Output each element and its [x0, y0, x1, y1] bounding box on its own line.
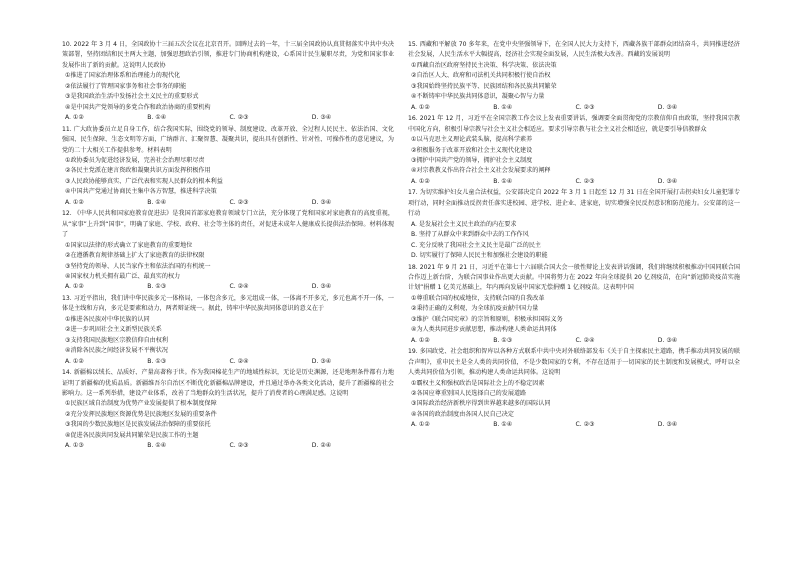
question-stem: 12. 《中华人民共和国家庭教育促进法》是我国首部家庭教育领域专门立法，充分体现了党和国家对家庭教育的高度重视，从“家事”上升到“国事”，明确了家庭、学校、政府、社会等主体的责任，对促进未成年人健康成长提供法治保障。材料体现了: [62, 210, 394, 239]
option-item: ②积极服务于改革开放和社会主义现代化建设: [411, 146, 533, 154]
option-item: ④中国共产党通过协商民主集中各方智慧，推进科学决策: [65, 188, 217, 196]
option-item: ④各国的政治制度由各国人民自己决定: [411, 410, 514, 418]
answer-choices: [62, 357, 394, 367]
answer-choice: A. ①②: [411, 421, 430, 429]
answer-choice: C. ②④: [229, 283, 249, 291]
option-item: ④对宗教教义作出符合社会主义社会发展要求的阐释: [411, 167, 551, 175]
question-block: [62, 368, 394, 452]
option-item: ③我国的少数民族地区是民族发展法治保障的重要依托: [65, 421, 211, 429]
option-item: ③支持我国民族地区宗教信仰自由权利: [65, 336, 168, 344]
answer-choice: B. ①④: [493, 421, 513, 429]
answer-choice: D. ③④: [311, 357, 332, 365]
question-block: [408, 263, 740, 347]
answer-choices: [62, 198, 394, 208]
question-stem: 14. 新疆棉以绒长、品质好、产量高著称于世。作为我国棉花生产的地域性标识，无论是历史渊源，还是地理条件都有力地证明了新疆棉的优质品质。新疆维吾尔自治区不断优化新疆棉品牌建设，并且通过举办各类文化活动，提升了新疆棉的社会影响力。这一系列举措，建设产业体系，改善了当地群众的生活状况，提升了消费者的心理满足感。这说明: [62, 369, 394, 397]
question-block: [408, 188, 740, 261]
option-item: ①推进各民族对中华民族的认同: [65, 315, 150, 323]
answer-choice: D. ③④: [311, 283, 332, 291]
option-item: ③国际政治经济新秩序得到世界越来越多的国际认同: [411, 400, 551, 408]
question-stem: 18. 2021 年 9 月 21 日，习近平在第七十六届联合国大会一般性辩论上发表讲话强调，我们将继续积极推动中国同联合国合作迈上新台阶，为联合国事业作出更大贡献。中国将努力在 2022 年向全球提供 20 亿剂疫苗，在向“新冠肺炎疫苗实施计划”捐赠 1 亿美元基础上，年内再向发展中国家无偿捐赠 1 亿剂疫苗。这表明中国: [408, 263, 740, 292]
option-item: ③是我国政治生活中发扬社会主义民主的重要形式: [65, 93, 199, 101]
option-item: ①以马克思主义理论武装头脑，提高科学素养: [411, 136, 533, 144]
question-stem: 13. 习近平指出，我们讲中华民族多元一体格局，一体包含多元，多元组成一体，一体离不开多元，多元也离不开一体，一体是主线和方向，多元是要素和动力，两者辩证统一。据此，铸牢中华民族共同体意识的意义在于: [62, 294, 394, 313]
option-item: ④国家权力机关拥有最广泛、最真实的权力: [65, 272, 181, 280]
answer-choice: C. ②③: [229, 114, 249, 122]
answer-choice: D. ③④: [657, 336, 678, 344]
option-item: ①尊重联合国的权威地位，支持联合国的自我改革: [411, 294, 545, 302]
option-item: ③我国始终坚持民族平等、民族团结和各民族共同繁荣: [411, 82, 557, 90]
answer-choice: D. ②④: [311, 442, 332, 450]
question-block: [408, 347, 740, 431]
answer-choice: B. ①④: [147, 114, 167, 122]
option-item: ②充分发挥民族地区资源优势是民族地区发展的重要条件: [65, 410, 217, 418]
question-block: [62, 40, 394, 124]
option-item: ③人民政协能够真实、广泛代表和实现人民群众的根本利益: [65, 177, 223, 185]
question-stem: 16. 2021 年 12 月，习近平在全国宗教工作会议上发表重要讲话，强调要全面贯彻党的宗教信仰自由政策，坚持我国宗教中国化方向，积极引导宗教与社会主义社会相适应。要求引导宗教与社会主义社会相适应，就是要引导信教群众: [408, 115, 740, 133]
option-item: C. 充分反映了我国社会主义民主是最广泛的民主: [411, 241, 542, 249]
answer-choices: [408, 103, 740, 113]
answer-choice: A. ①③: [65, 442, 84, 450]
answer-choice: B. ①④: [147, 442, 167, 450]
answer-choice: D. ③④: [311, 198, 332, 206]
question-stem: 15. 西藏和平解放 70 多年来，在党中央坚强领导下，在全国人民大力支持下，西藏各族干部群众团结奋斗，共同推进经济社会发展，人民生活水平大幅提高，经济社会实现全面发展，人民生活极大改善。西藏的发展说明: [408, 41, 740, 59]
answer-choice: D. ③④: [311, 114, 332, 122]
question-stem: 10. 2022 年 3 月 4 日，全国政协十三届五次会议在北京召开。回眸过去的一年，十三届全国政协认真贯彻落实中共中央决策部署，坚持团结和民主两大主题，加强思想政治引领，推进专门协商机构建设，心系国计民生履职尽责，为党和国家事业发展作出了新的贡献。这说明人民政协: [62, 41, 394, 69]
answer-choice: A. ①②: [411, 336, 430, 344]
option-item: D. 切实履行了保障人民民主和加强社会建设的职能: [411, 252, 548, 260]
right-column: [408, 40, 740, 432]
option-item: ②秉持正确的义利观，为全球抗疫贡献中国力量: [411, 305, 539, 313]
option-item: ④为人类共同进步贡献思想，推动构建人类命运共同体: [411, 326, 557, 334]
answer-choice: C. ②③: [229, 198, 249, 206]
option-item: ①西藏自治区政府坚持民主决策、科学决策、依法决策: [411, 61, 557, 69]
answer-choice: A. ①②: [411, 177, 430, 185]
option-item: B. 坚持了从群众中来到群众中去的工作作风: [411, 231, 529, 239]
option-item: ②自治区人大、政府和司法机关共同积极行使自治权: [411, 72, 551, 80]
question-block: [62, 125, 394, 209]
question-stem: 19. 多国政党、社会组织和智库以各种方式联系中共中央对外联络部发布《关于自主探索民主道路，携手推动共同发展的联合声明》，重申民主是全人类的共同价值，不是少数国家的专利，不存在适用于一切国家的民主制度和发展模式，呼吁以全人类共同价值为引领，推动构建人类命运共同体。这说明: [408, 348, 740, 377]
answer-choice: C. ②③: [575, 177, 595, 185]
answer-choices: [408, 336, 740, 346]
answer-choice: B. ①③: [147, 357, 167, 365]
answer-choice: A. ①②: [65, 198, 84, 206]
question-block: [62, 209, 394, 293]
answer-choice: C. ②③: [575, 421, 595, 429]
answer-choice: D. ③④: [657, 421, 678, 429]
answer-choices: [62, 113, 394, 123]
answer-choice: B. ①③: [493, 336, 513, 344]
answer-choice: C. ②④: [575, 336, 595, 344]
option-item: ②依法履行了管理国家事务和社会事务的职能: [65, 82, 187, 90]
answer-choice: D. ③④: [657, 177, 678, 185]
option-item: ①霸权主义和强权政治是国际社会上的不稳定因素: [411, 379, 545, 387]
option-item: ①国家以法律的形式确立了家庭教育的重要地位: [65, 241, 193, 249]
option-item: ①政协委员为促进经济发展，完善社会治理尽职尽责: [65, 156, 205, 164]
option-item: ②在遵循教育规律基础上扩大了家庭教育的法律权限: [65, 252, 205, 260]
option-item: ④消除各民族之间经济发展不平衡状况: [65, 347, 168, 355]
option-item: ③维护《联合国宪章》的宗旨和原则，积极承担国际义务: [411, 315, 563, 323]
option-item: ②各国应尊重别国人民选择自己的发展道路: [411, 389, 527, 397]
answer-choices: [62, 282, 394, 292]
answer-choice: A. ①②: [411, 103, 430, 111]
question-stem: 17. 为切实维护妇女儿童合法权益，公安部决定自 2022 年 3 月 1 日起至 12 月 31 日在全国开展打击拐卖妇女儿童犯罪专项行动，同时全面推动反拐责任落实进校园、进学校、进企业、进家庭，切实增强全民反拐意识和防范能力。公安部的这一行动: [408, 189, 740, 218]
answer-choices: [408, 420, 740, 430]
answer-choice: B. ①③: [147, 283, 167, 291]
question-block: [408, 114, 740, 187]
answer-choice: D. ③④: [657, 103, 678, 111]
question-block: [62, 294, 394, 367]
answer-choice: B. ①④: [493, 177, 513, 185]
answer-choices: [408, 177, 740, 187]
option-item: ①民族区域自治制度为优势产业发展提供了根本制度保障: [65, 400, 217, 408]
answer-choice: C. ②③: [575, 103, 595, 111]
option-item: A. 是发展社会主义民主政治的内在要求: [411, 220, 517, 228]
option-item: ④是中国共产党领导的多党合作和政治协商的重要机构: [65, 103, 211, 111]
question-stem: 11. 广大政协委员立足自身工作，结合我国实际，围绕党的领导、制度建设、改革开放、全过程人民民主、依法治国、文化强国、民生保障、生态文明等方面，广纳群言、汇聚智慧、凝聚共识，提出具有创新性、针对性、可操作性的意见建议，为党的二十大相关工作提供参考。材料表明: [62, 125, 394, 154]
answer-choice: B. ①④: [493, 103, 513, 111]
option-item: ②各民主党派在建言资政和凝聚共识方面发挥积极作用: [65, 167, 211, 175]
option-item: ①推进了国家治理体系和治理能力的现代化: [65, 72, 181, 80]
option-item: ②进一步巩固社会主义新型民族关系: [65, 326, 162, 334]
answer-choice: C. ②③: [229, 442, 249, 450]
option-item: ③拥护中国共产党的领导，拥护社会主义制度: [411, 156, 533, 164]
question-block: [408, 40, 740, 113]
option-item: ③坚持党的领导、人民当家作主和依法治国的有机统一: [65, 262, 211, 270]
answer-choice: C. ②④: [229, 357, 249, 365]
option-item: ④促进各民族共同发展共同繁荣是民族工作的主题: [65, 431, 199, 439]
option-item: ④不断铸牢中华民族共同体意识，凝聚心智与力量: [411, 93, 545, 101]
answer-choice: A. ①②: [65, 283, 84, 291]
left-column: [62, 40, 394, 453]
answer-choice: A. ①②: [65, 357, 84, 365]
answer-choices: [62, 441, 394, 451]
answer-choice: B. ①④: [147, 198, 167, 206]
answer-choice: A. ①②: [65, 114, 84, 122]
